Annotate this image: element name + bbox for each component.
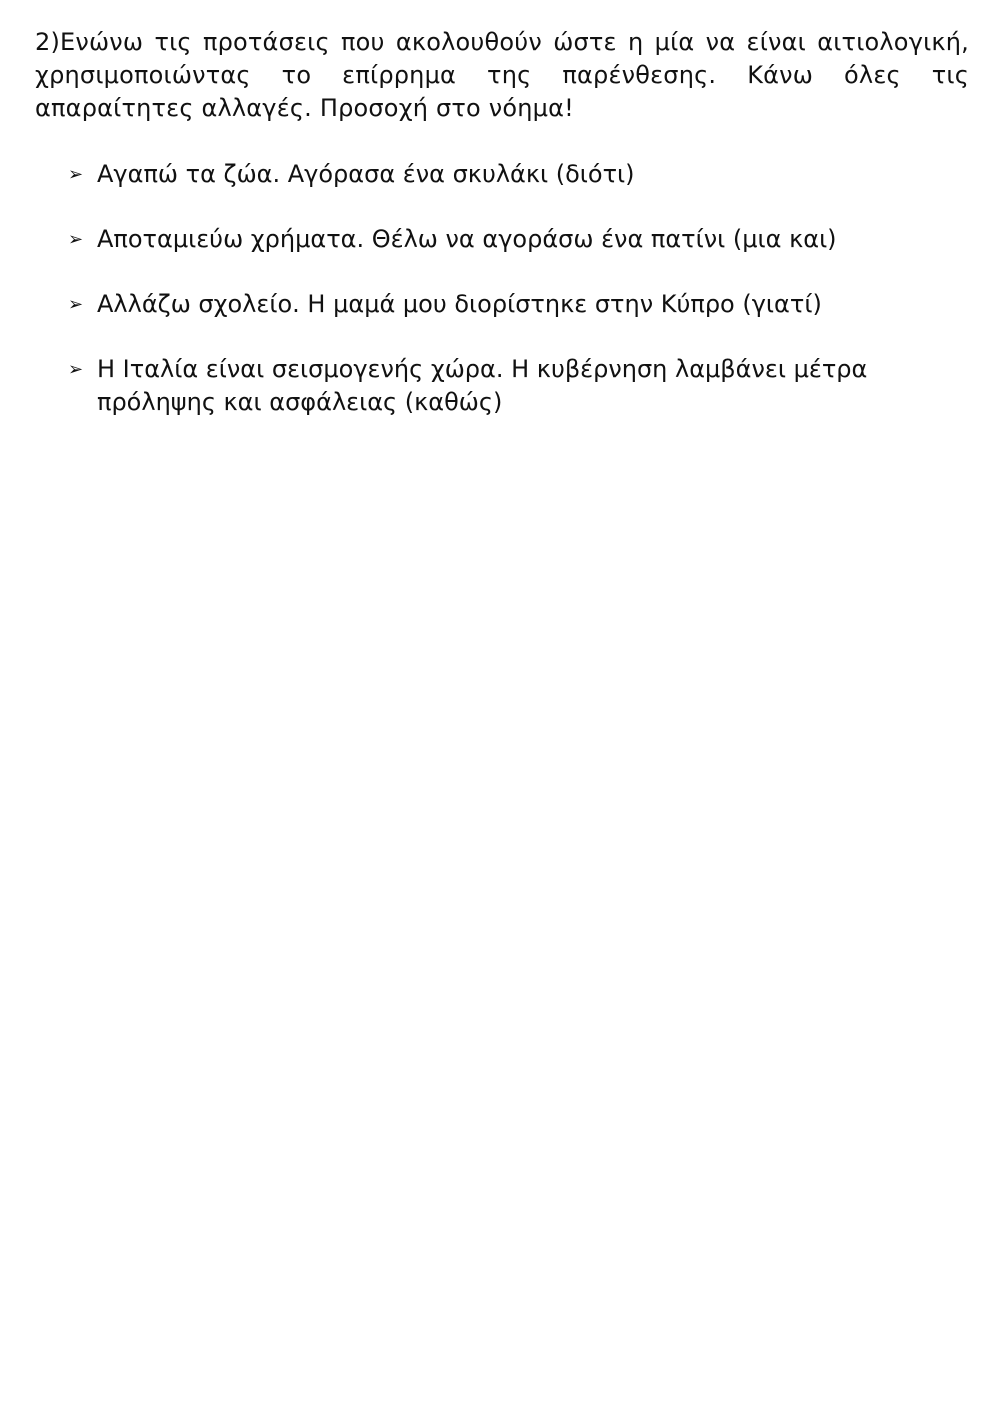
list-item (68, 158, 970, 191)
item-text: Αλλάζω σχολείο. Η μαμά μου διορίστηκε στην Κύπρο (γιατί) (97, 290, 822, 318)
item-text: Αγαπώ τα ζώα. Αγόρασα ένα σκυλάκι (διότι) (97, 160, 635, 188)
arrow-bullet-icon: ➢ (68, 229, 84, 250)
item-text: Η Ιταλία είναι σεισμογενής χώρα. Η κυβέρνηση λαμβάνει μέτρα πρόληψης και ασφάλειας (καθώς) (97, 355, 868, 416)
arrow-bullet-icon: ➢ (68, 164, 84, 185)
list-item (68, 353, 970, 419)
arrow-bullet-icon: ➢ (68, 359, 84, 380)
exercise-instruction: 2)Ενώνω τις προτάσεις που ακολουθούν ώστε η μία να είναι αιτιολογική, χρησιμοποιώντας το επίρρημα της παρένθεσης. Κάνω όλες τις απαραίτητες αλλαγές. Προσοχή στο νόημα! (35, 28, 969, 122)
item-text: Αποταμιεύω χρήματα. Θέλω να αγοράσω ένα πατίνι (μια και) (97, 225, 837, 253)
sentence-list (68, 158, 970, 451)
arrow-bullet-icon: ➢ (68, 294, 84, 315)
list-item (68, 288, 970, 321)
list-item (68, 223, 970, 256)
